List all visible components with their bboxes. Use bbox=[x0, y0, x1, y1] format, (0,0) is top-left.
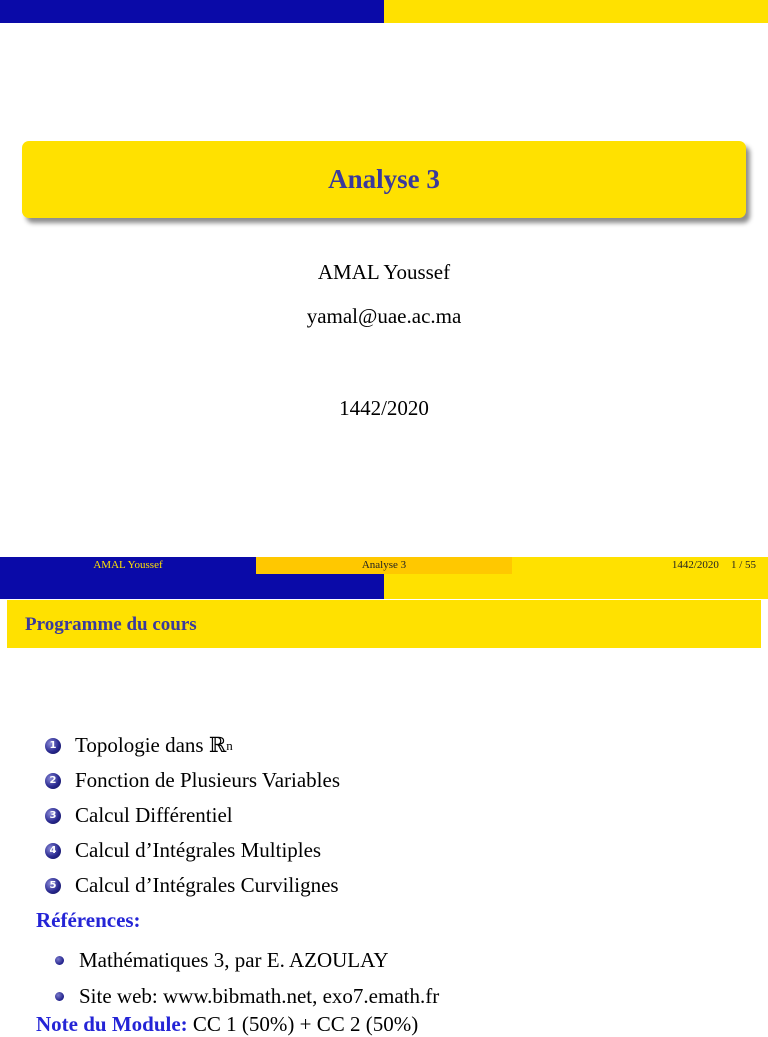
number-ball-icon: 5 bbox=[45, 878, 61, 894]
footer-right bbox=[512, 557, 768, 574]
frame-title-bar bbox=[7, 600, 761, 648]
slide-title: Analyse 3 bbox=[328, 164, 440, 194]
outline-item bbox=[45, 763, 340, 798]
bullet-icon bbox=[55, 992, 64, 1001]
module-note bbox=[36, 1012, 418, 1037]
outline-item-text: Fonction de Plusieurs Variables bbox=[75, 768, 341, 792]
footer-title: Analyse 3 bbox=[256, 557, 512, 574]
outline-item-text: Calcul d’Intégrales Curvilignes bbox=[75, 873, 339, 897]
presentation-date: 1442/2020 bbox=[339, 396, 429, 420]
number-ball-icon: 1 bbox=[45, 738, 61, 754]
footer-bar bbox=[0, 557, 768, 574]
reference-item bbox=[55, 978, 439, 1014]
number-ball-icon: 3 bbox=[45, 808, 61, 824]
slide2-header-right bbox=[384, 574, 768, 599]
outline-item bbox=[45, 833, 340, 868]
number-ball-icon: 2 bbox=[45, 773, 61, 789]
course-outline-list bbox=[45, 728, 340, 903]
slide2-header-left bbox=[0, 574, 384, 599]
superscript: n bbox=[226, 737, 233, 753]
number-ball-icon: 4 bbox=[45, 843, 61, 859]
references-heading: Références: bbox=[36, 908, 141, 932]
reference-item bbox=[55, 942, 439, 978]
outline-item bbox=[45, 798, 340, 833]
reference-text: Mathématiques 3, par E. AZOULAY bbox=[79, 947, 389, 972]
outline-item-text: Calcul d’Intégrales Multiples bbox=[75, 838, 322, 862]
outline-item bbox=[45, 728, 340, 763]
footer-date: 1442/2020 bbox=[671, 559, 719, 571]
outline-item-text: Topologie dans ℝ bbox=[75, 733, 227, 757]
footer-author: AMAL Youssef bbox=[0, 557, 256, 574]
module-note-text: CC 1 (50%) + CC 2 (50%) bbox=[187, 1012, 419, 1036]
author-email: yamal@uae.ac.ma bbox=[306, 304, 462, 328]
author-name: AMAL Youssef bbox=[317, 260, 451, 284]
outline-item-text: Calcul Différentiel bbox=[75, 803, 233, 827]
top-bar-left bbox=[0, 0, 384, 23]
references-list bbox=[55, 942, 439, 1014]
reference-text: Site web: www.bibmath.net, exo7.emath.fr bbox=[79, 983, 440, 1008]
page-number: 1 / 55 bbox=[730, 559, 756, 571]
bullet-icon bbox=[55, 956, 64, 965]
outline-item bbox=[45, 868, 340, 903]
title-block bbox=[22, 141, 746, 218]
module-note-heading: Note du Module: bbox=[36, 1012, 188, 1036]
top-bar-right bbox=[384, 0, 768, 23]
frame-title: Programme du cours bbox=[25, 614, 197, 635]
